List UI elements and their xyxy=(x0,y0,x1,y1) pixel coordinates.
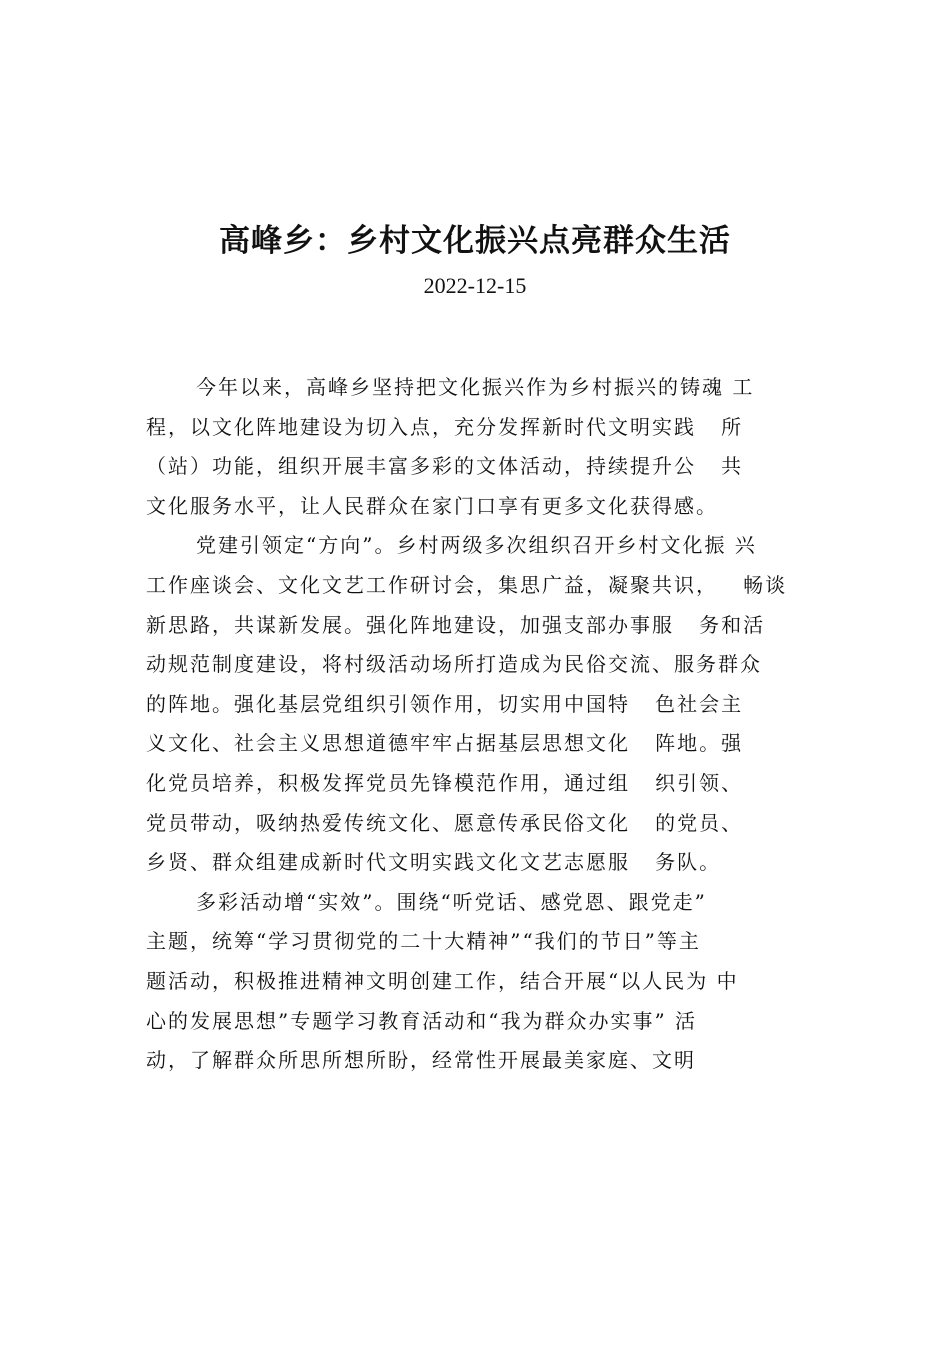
text-line: （站）功能，组织开展丰富多彩的文体活动，持续提升公 共 xyxy=(146,454,744,479)
text-line: 多彩活动增“实效”。围绕“听党话、感党恩、跟党走” xyxy=(196,889,707,914)
text-line: 新思路，共谋新发展。强化阵地建设，加强支部办事服 务和活 xyxy=(146,612,766,637)
text-line: 主题，统筹“学习贯彻党的二十大精神”“我们的节日”等主 xyxy=(146,929,701,954)
text-line: 题活动，积极推进精神文明创建工作，结合开展“以人民为 中 xyxy=(146,968,739,993)
text-line: 今年以来，高峰乡坚持把文化振兴作为乡村振兴的铸魂 工 xyxy=(196,375,755,399)
text-line: 党员带动，吸纳热爱传统文化、愿意传承民俗文化 的党员、 xyxy=(146,810,744,835)
text-line: 文化服务水平，让人民群众在家门口享有更多文化获得感。 xyxy=(146,493,718,518)
paragraph xyxy=(146,526,836,882)
text-line: 党建引领定“方向”。乡村两级多次组织召开乡村文化振 兴 xyxy=(196,533,757,558)
text-line: 工作座谈会、文化文艺工作研讨会，集思广益，凝聚共识， 畅谈 xyxy=(146,572,788,597)
paragraph xyxy=(146,368,836,526)
text-line: 动规范制度建设，将村级活动场所打造成为民俗交流、服务群众 xyxy=(146,652,762,677)
text-line: 动，了解群众所思所想所盼，经常性开展最美家庭、文明 xyxy=(146,1048,696,1073)
paragraph xyxy=(146,883,836,1081)
article-title: 高峰乡：乡村文化振兴点亮群众生活 xyxy=(219,223,731,259)
text-line: 乡贤、群众组建成新时代文明实践文化文艺志愿服 务队。 xyxy=(146,850,722,875)
article-date: 2022-12-15 xyxy=(423,273,527,298)
text-line: 义文化、社会主义思想道德牢牢占据基层思想文化 阵地。强 xyxy=(146,731,744,756)
text-line: 心的发展思想”专题学习教育活动和“我为群众办实事” 活 xyxy=(146,1008,698,1033)
article-body xyxy=(146,368,836,1081)
text-line: 化党员培养，积极发挥党员先锋模范作用，通过组 织引领、 xyxy=(146,770,744,795)
text-line: 程，以文化阵地建设为切入点，充分发挥新时代文明实践 所 xyxy=(146,414,744,439)
text-line: 的阵地。强化基层党组织引领作用，切实用中国特 色社会主 xyxy=(146,691,744,716)
